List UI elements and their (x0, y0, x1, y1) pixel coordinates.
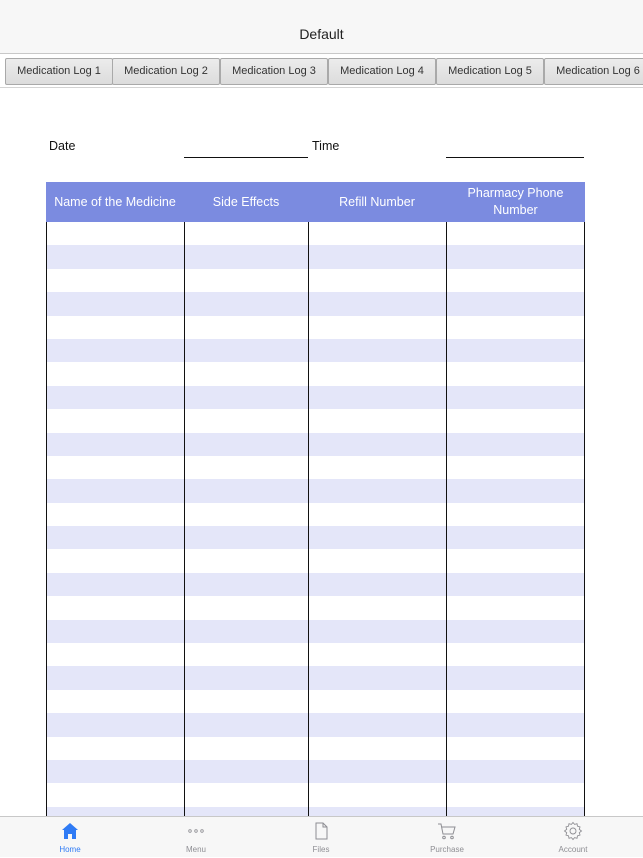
table-row[interactable] (46, 479, 585, 502)
bottom-tab-bar (0, 816, 643, 857)
tabbar-item-purchase[interactable] (407, 817, 487, 858)
tab-medication-log-6[interactable]: Medication Log 6 (544, 58, 643, 85)
tabbar-item-files[interactable] (281, 817, 361, 858)
more-dots-icon (186, 821, 206, 841)
page-title: Default (299, 26, 344, 42)
column-divider (584, 222, 585, 822)
table-row[interactable] (46, 245, 585, 268)
cart-icon (437, 821, 457, 841)
table-row[interactable] (46, 573, 585, 596)
table-row[interactable] (46, 713, 585, 736)
table-row[interactable] (46, 503, 585, 526)
column-divider (446, 222, 447, 822)
table-row[interactable] (46, 666, 585, 689)
table-row[interactable] (46, 760, 585, 783)
table-row[interactable] (46, 690, 585, 713)
tabbar-item-account[interactable] (533, 817, 613, 858)
table-row[interactable] (46, 620, 585, 643)
table-row[interactable] (46, 643, 585, 666)
column-divider (184, 222, 185, 822)
date-label: Date (49, 139, 76, 153)
medication-log-table (46, 182, 585, 822)
column-header-side-effects: Side Effects (212, 194, 280, 209)
table-row[interactable] (46, 292, 585, 315)
table-row[interactable] (46, 409, 585, 432)
column-header-refill-number: Refill Number (339, 194, 415, 209)
column-header-medicine-name: Name of the Medicine (54, 194, 176, 209)
table-header (46, 182, 585, 222)
table-row[interactable] (46, 222, 585, 245)
date-field[interactable] (184, 157, 308, 158)
tabbar-item-home[interactable] (30, 817, 110, 858)
table-row[interactable] (46, 549, 585, 572)
table-row[interactable] (46, 316, 585, 339)
tabbar-item-menu[interactable] (156, 817, 236, 858)
tabbar-label-account: Account (558, 845, 588, 854)
navigation-bar (0, 0, 643, 54)
table-row[interactable] (46, 737, 585, 760)
column-divider (46, 222, 47, 822)
column-divider (308, 222, 309, 822)
gear-icon (563, 821, 583, 841)
tab-medication-log-1[interactable]: Medication Log 1 (5, 58, 113, 85)
table-row[interactable] (46, 269, 585, 292)
tabbar-label-menu: Menu (185, 845, 206, 854)
table-row[interactable] (46, 596, 585, 619)
table-row[interactable] (46, 339, 585, 362)
tabbar-label-home: Home (59, 845, 81, 854)
tab-medication-log-4[interactable]: Medication Log 4 (328, 58, 436, 85)
table-row[interactable] (46, 386, 585, 409)
file-icon (311, 821, 331, 841)
table-body[interactable] (46, 222, 585, 822)
home-icon (60, 821, 80, 841)
table-row[interactable] (46, 433, 585, 456)
tabbar-label-purchase: Purchase (430, 845, 464, 854)
table-row[interactable] (46, 362, 585, 385)
column-header-pharmacy-phone: Pharmacy Phone Number (467, 186, 564, 217)
log-tab-strip[interactable] (0, 56, 643, 88)
tabbar-label-files: Files (312, 845, 330, 854)
time-label: Time (312, 139, 340, 153)
table-row[interactable] (46, 783, 585, 806)
tab-medication-log-3[interactable]: Medication Log 3 (220, 58, 328, 85)
tab-medication-log-5[interactable]: Medication Log 5 (436, 58, 544, 85)
tab-medication-log-2[interactable]: Medication Log 2 (112, 58, 220, 85)
table-row[interactable] (46, 526, 585, 549)
time-field[interactable] (446, 157, 584, 158)
table-row[interactable] (46, 456, 585, 479)
